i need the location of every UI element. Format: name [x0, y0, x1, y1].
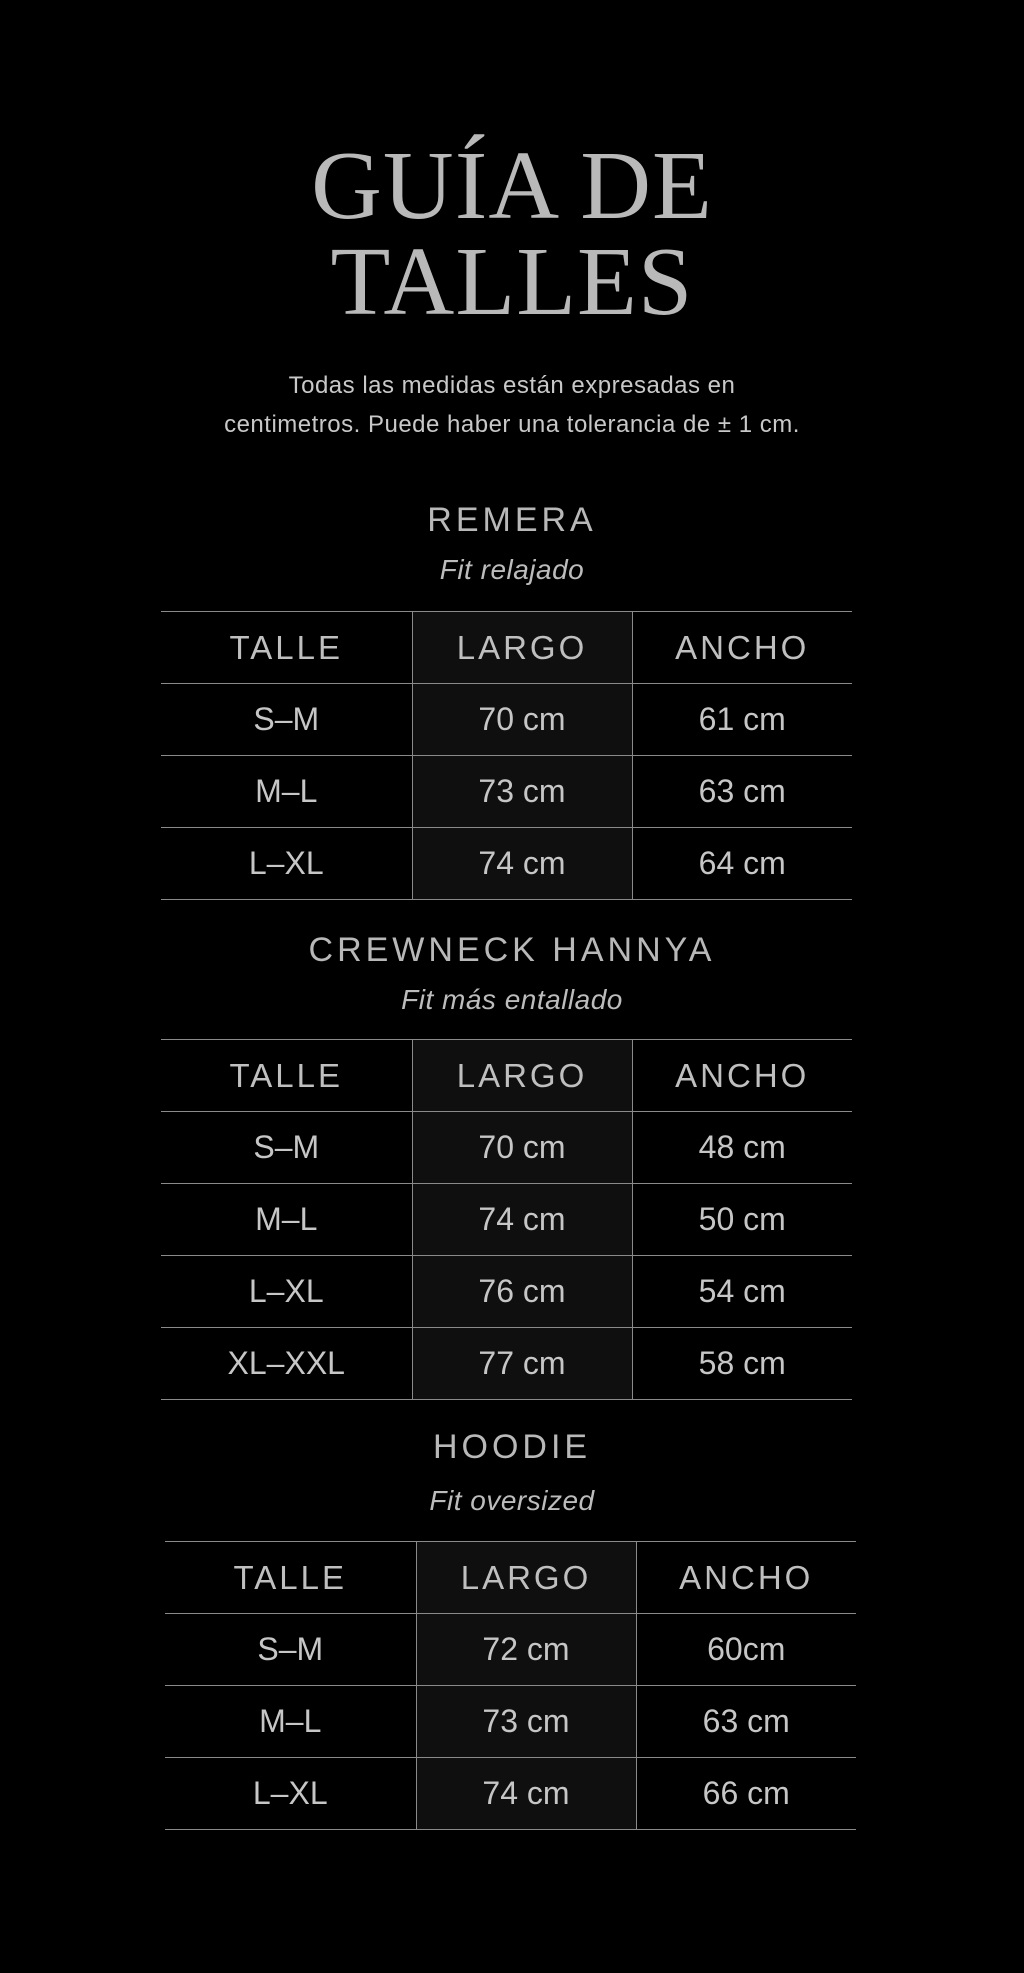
cell-talle: S–M [165, 1614, 416, 1686]
cell-ancho: 66 cm [636, 1758, 856, 1830]
cell-ancho: 63 cm [632, 756, 852, 828]
table-header-row [165, 1542, 856, 1614]
cell-largo: 73 cm [416, 1686, 636, 1758]
cell-talle: S–M [161, 684, 412, 756]
section-fit-hoodie: Fit oversized [429, 1485, 595, 1516]
page-title-line-2: TALLES [330, 228, 694, 336]
cell-talle: L–XL [161, 1256, 412, 1328]
table-row [165, 1614, 856, 1686]
intro-text [0, 366, 1024, 444]
cell-talle: M–L [161, 756, 412, 828]
cell-ancho: 61 cm [632, 684, 852, 756]
header-ancho: ANCHO [636, 1542, 856, 1614]
size-table-remera [161, 611, 852, 900]
cell-ancho: 54 cm [632, 1256, 852, 1328]
cell-talle: M–L [165, 1686, 416, 1758]
header-talle: TALLE [165, 1542, 416, 1614]
table-row [161, 1112, 852, 1184]
header-talle: TALLE [161, 1040, 412, 1112]
table-row [161, 756, 852, 828]
page-title-line-1: GUÍA DE [311, 132, 713, 240]
cell-largo: 74 cm [416, 1758, 636, 1830]
header-largo: LARGO [412, 1040, 632, 1112]
cell-ancho: 48 cm [632, 1112, 852, 1184]
cell-largo: 76 cm [412, 1256, 632, 1328]
table-row [165, 1758, 856, 1830]
cell-ancho: 63 cm [636, 1686, 856, 1758]
intro-line-1: Todas las medidas están expresadas en [288, 372, 736, 399]
cell-largo: 73 cm [412, 756, 632, 828]
header-largo: LARGO [416, 1542, 636, 1614]
cell-ancho: 50 cm [632, 1184, 852, 1256]
cell-ancho: 58 cm [632, 1328, 852, 1400]
section-title-crewneck-hannya: CREWNECK HANNYA [308, 931, 716, 969]
header-ancho: ANCHO [632, 1040, 852, 1112]
cell-talle: S–M [161, 1112, 412, 1184]
table-row [161, 1184, 852, 1256]
header-ancho: ANCHO [632, 612, 852, 684]
header-talle: TALLE [161, 612, 412, 684]
header-largo: LARGO [412, 612, 632, 684]
cell-ancho: 60cm [636, 1614, 856, 1686]
section-fit-remera: Fit relajado [439, 554, 585, 585]
intro-line-2: centimetros. Puede haber una tolerancia de ± 1 cm. [224, 411, 800, 438]
size-table-hoodie [165, 1541, 856, 1830]
cell-largo: 70 cm [412, 684, 632, 756]
table-row [161, 1256, 852, 1328]
section-fit-crewneck-hannya: Fit más entallado [401, 984, 623, 1015]
cell-largo: 72 cm [416, 1614, 636, 1686]
table-row [165, 1686, 856, 1758]
cell-largo: 74 cm [412, 1184, 632, 1256]
table-header-row [161, 612, 852, 684]
size-table-crewneck-hannya [161, 1039, 852, 1400]
section-title-remera: REMERA [427, 501, 597, 539]
cell-ancho: 64 cm [632, 828, 852, 900]
table-row [161, 828, 852, 900]
cell-talle: M–L [161, 1184, 412, 1256]
cell-largo: 70 cm [412, 1112, 632, 1184]
page-title [0, 132, 1024, 336]
cell-largo: 77 cm [412, 1328, 632, 1400]
section-title-hoodie: HOODIE [432, 1428, 592, 1466]
cell-talle: L–XL [161, 828, 412, 900]
cell-largo: 74 cm [412, 828, 632, 900]
table-row [161, 684, 852, 756]
table-row [161, 1328, 852, 1400]
cell-talle: L–XL [165, 1758, 416, 1830]
cell-talle: XL–XXL [161, 1328, 412, 1400]
table-header-row [161, 1040, 852, 1112]
